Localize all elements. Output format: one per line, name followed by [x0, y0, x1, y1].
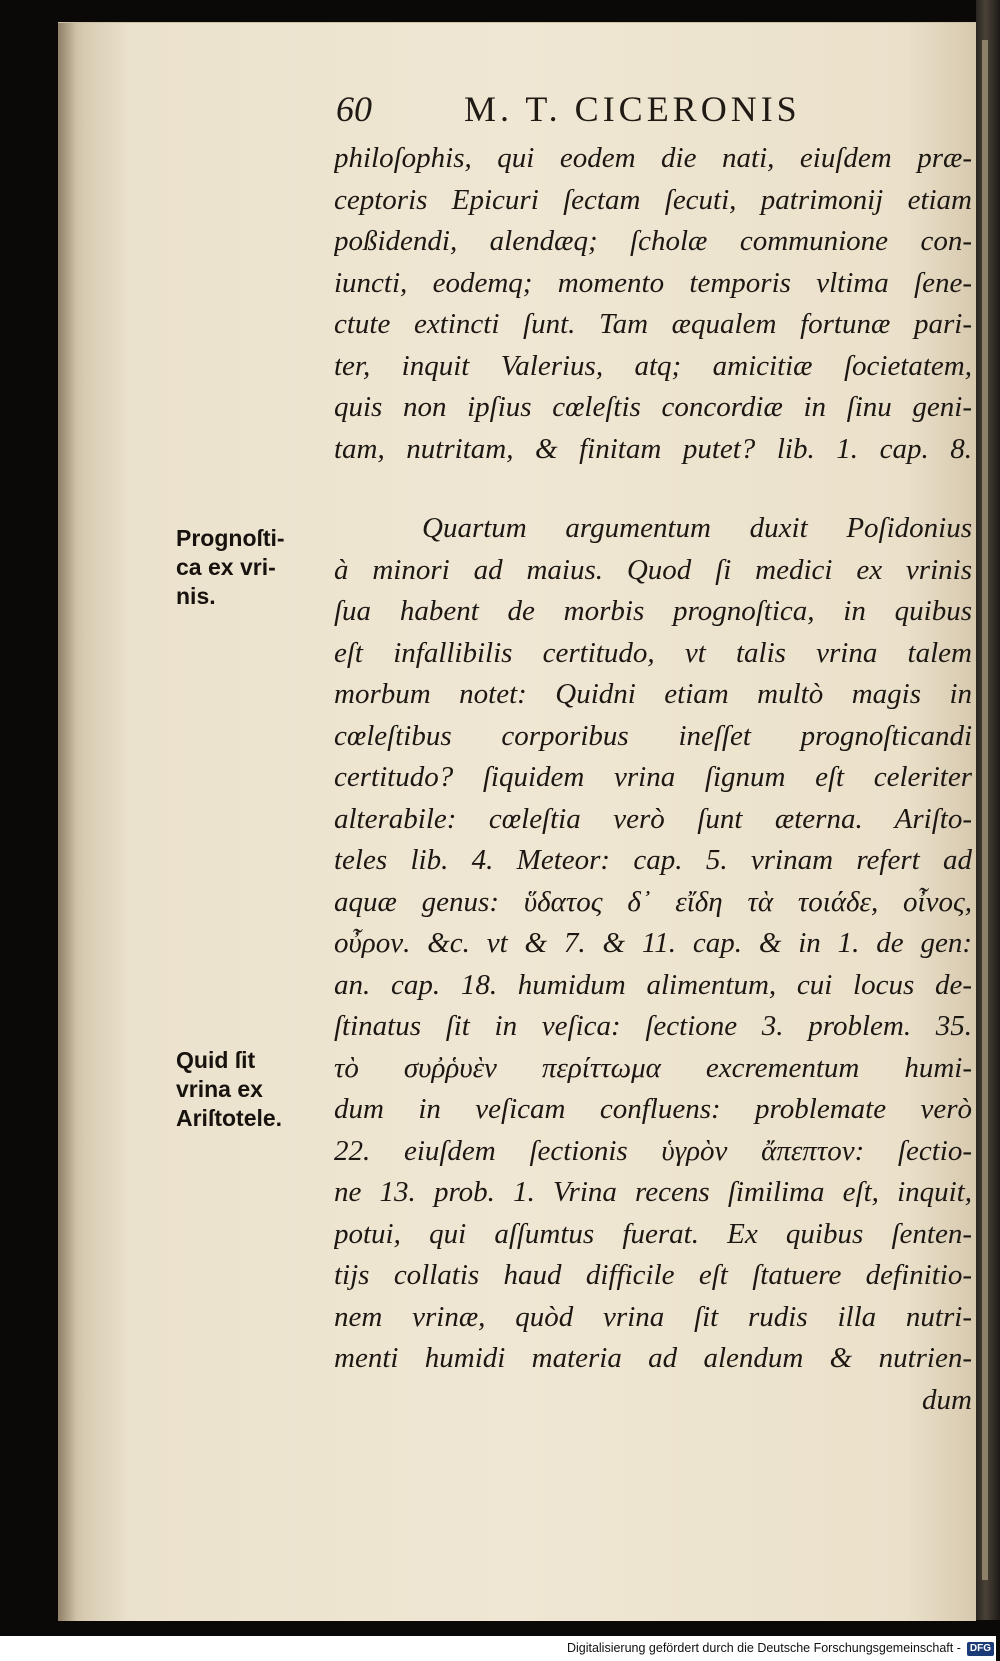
dfg-logo-icon: DFG [967, 1642, 994, 1656]
text-line: ter, inquit Valerius, atq; amicitiæ ſocietatem, [334, 349, 972, 382]
text-line: teles lib. 4. Meteor: cap. 5. vrinam refert ad [334, 844, 972, 876]
margin-note-vrina [176, 1046, 326, 1133]
digitization-footer [0, 1636, 996, 1661]
text-line: quis non ipſius cœleſtis concordiæ in ſinu geni- [334, 391, 972, 423]
text-line: ctute extincti ſunt. Tam æqualem fortunæ pari- [334, 308, 972, 340]
text-line: ceptoris Epicuri ſectam ſecuti, patrimonij etiam [334, 183, 972, 216]
text-line: ſua habent de morbis prognoſtica, in quibus [334, 595, 972, 627]
body-text [334, 138, 972, 1421]
text-line: an. cap. 18. humidum alimentum, cui locus de- [334, 968, 972, 1001]
book-edge [976, 0, 1000, 1620]
margin-note-line: nis. [176, 583, 216, 609]
text-line: à minori ad maius. Quod ſi medici ex vrinis [334, 553, 972, 586]
catchword: dum [922, 1383, 972, 1416]
text-line: alterabile: cœleſtia verò ſunt æterna. Ariſto- [334, 802, 972, 835]
text-line: iuncti, eodemq; momento temporis vltima ſene- [334, 266, 972, 299]
text-line: certitudo? ſiquidem vrina ſignum eſt celeriter [334, 761, 972, 793]
margin-note-line: Quid ſit [176, 1047, 256, 1073]
text-line: οὖρον. &c. vt & 7. & 11. cap. & in 1. de gen: [334, 927, 972, 959]
text-line: eſt infallibilis certitudo, vt talis vrina talem [334, 636, 972, 669]
margin-note-line: ca ex vri- [176, 554, 276, 580]
text-line: menti humidi materia ad alendum & nutrien- [334, 1342, 972, 1374]
running-title: M. T. CICERONIS [464, 89, 801, 129]
text-line: tijs collatis haud difficile eſt ſtatuere definitio- [334, 1259, 972, 1291]
text-line: τὸ συῤῥυὲν περίττωμα excrementum humi- [334, 1051, 972, 1084]
text-line: ne 13. prob. 1. Vrina recens ſimilima eſt, inquit, [334, 1176, 972, 1208]
text-line: philoſophis, qui eodem die nati, eiuſdem præ- [334, 142, 972, 174]
text-line: ſtinatus ſit in veſica: ſectione 3. problem. 35. [334, 1010, 972, 1042]
margin-note-line: Ariſtotele. [176, 1105, 283, 1131]
page-number: 60 [336, 89, 372, 129]
text-line: nem vrinæ, quòd vrina ſit rudis illa nutri- [334, 1300, 972, 1333]
text-line: dum in veſicam confluens: problemate verò [334, 1093, 972, 1125]
page-header [336, 88, 936, 136]
text-line: cœleſtibus corporibus ineſſet prognoſticandi [334, 719, 972, 752]
text-line: poßidendi, alendæq; ſcholæ communione con- [334, 225, 972, 257]
margin-note-prognostica [176, 524, 326, 611]
text-line: tam, nutritam, & finitam putet? lib. 1. cap. 8. [334, 432, 972, 465]
book-edge-strip [982, 40, 988, 1580]
text-line: 22. eiuſdem ſectionis ὑγρὸν ἄπεπτον: ſectio- [334, 1134, 972, 1167]
text-line: morbum notet: Quidni etiam multò magis in [334, 678, 972, 710]
footer-credit: Digitalisierung gefördert durch die Deutsche Forschungsgemeinschaft - [566, 1641, 961, 1655]
text-line: potui, qui aſſumtus fuerat. Ex quibus ſenten- [334, 1217, 972, 1250]
margin-note-line: Prognoſti- [176, 525, 285, 551]
text-line: Quartum argumentum duxit Poſidonius [422, 512, 972, 544]
margin-note-line: vrina ex [176, 1076, 263, 1102]
text-line: aquæ genus: ὕδατος δ᾽ εἴδη τὰ τοιάδε, οἶνος, [334, 885, 972, 918]
